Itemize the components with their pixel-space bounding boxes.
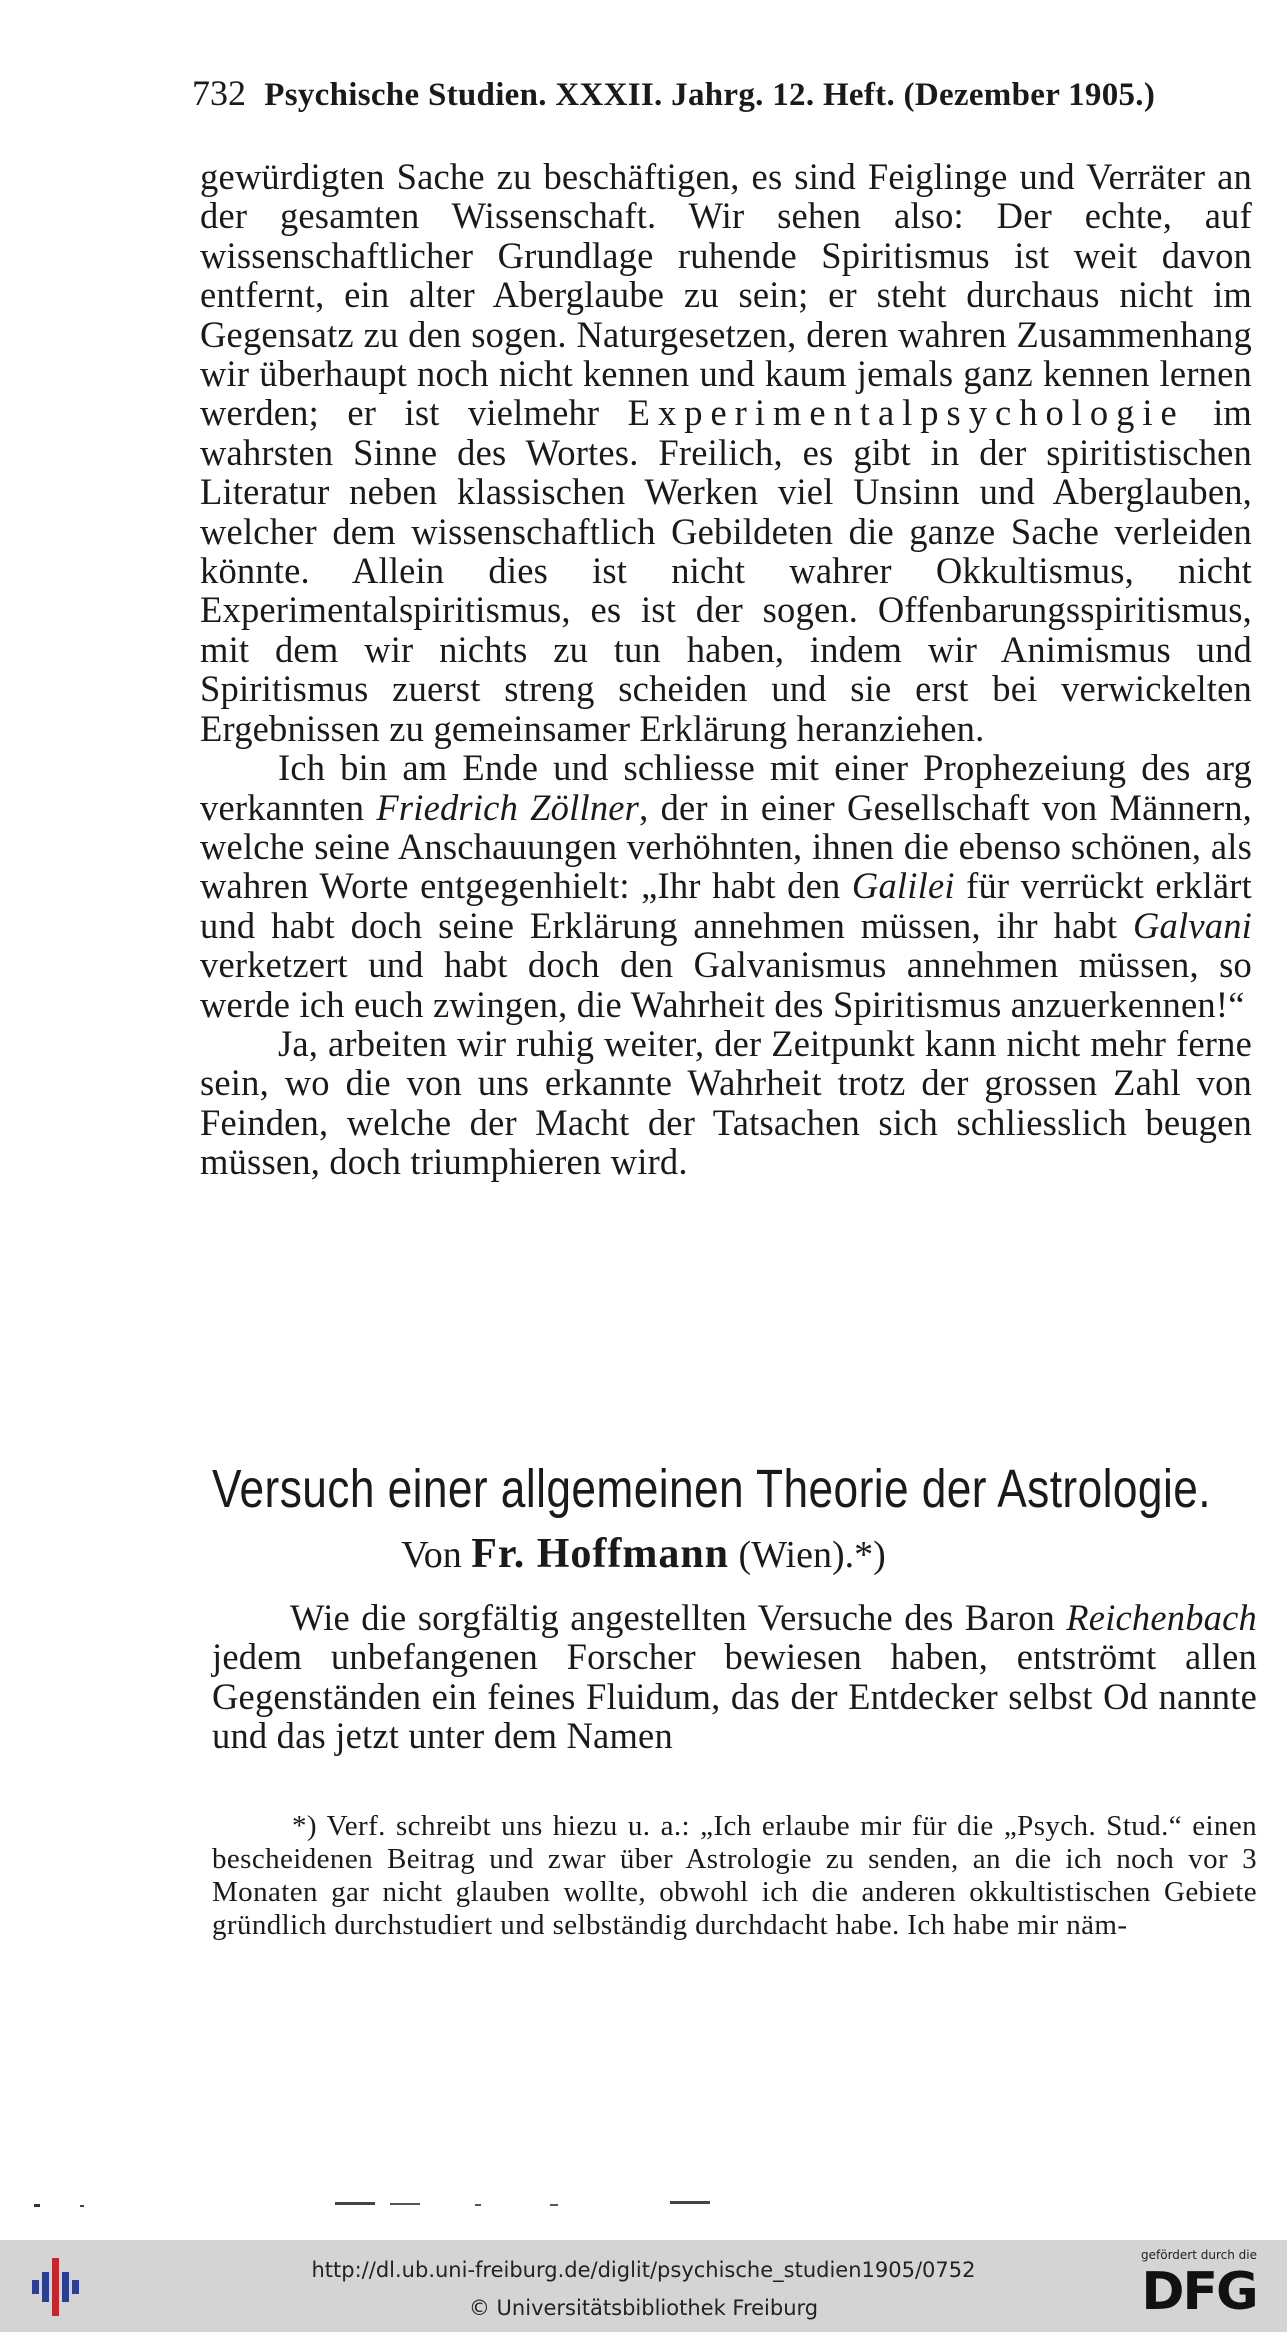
byline-von: Von [401,1534,462,1576]
paragraph-prophecy [200,748,1252,1024]
footnote-text: *) Verf. schreibt uns hiezu u. a.: „Ich erlaube mir für die „Psych. Stud.“ einen bescheidenen Beitrag und zwar über Astrologie zu senden, an die ich noch vor 3 Monaten gar nicht glauben wollte, obwohl ich die anderen okkultistischen Gebiete gründlich durchstudiert und selbständig durchdacht habe. Ich habe mir näm- [212,1810,1257,1941]
article-title: Versuch einer allgemeinen Theorie der Astrologie. [212,1459,1211,1519]
paragraph-text: gewürdigten Sache zu beschäftigen, es sind Feiglinge und Verräter an der gesamten Wissenschaft. Wir sehen also: Der echte, auf wissenschaftlicher Grundlage ruhende Spiritismus ist weit davon entfernt, ein alter Aberglaube zu sein; er steht durchaus nicht im Gegensatz zu den sogen. Naturgesetzen, deren wahren Zusammenhang wir überhaupt noch nicht kennen und kaum jemals ganz kennen lernen werden; er ist vielmehr [200,156,1252,434]
running-title: Psychische Studien. XXXII. Jahrg. 12. Heft. (Dezember 1905.) [264,77,1156,113]
author-name: Fr. Hoffmann [471,1531,730,1577]
paragraph-text: jedem unbefangenen Forscher bewiesen haben, entströmt allen Gegenständen ein feines Fluidum, das der Entdecker selbst Od nannte und das jetzt unter dem Namen [212,1636,1257,1757]
source-url-link[interactable]: http://dl.ub.uni-freiburg.de/diglit/psychische_studien1905/0752 [311,2258,976,2282]
paragraph-text: , der in einer Gesellschaft von Männern, welche seine Anschauungen verhöhnten, ihnen die ebenso schönen, als wahren Worte entgegenhielt: „Ihr habt den [200,786,1252,907]
person-name: Reichenbach [1066,1597,1257,1638]
dfg-caption: gefördert durch die [1141,2248,1257,2262]
paragraph-od [212,1598,1257,1756]
dfg-logo [1129,2248,1269,2326]
paragraph-text: für verrückt erklärt und habt doch seine Erklärung annehmen müssen, ihr habt [200,865,1252,946]
author-place: (Wien).*) [738,1534,886,1576]
scan-specks [30,2196,750,2216]
paragraph-text: Ich bin am Ende und schliesse mit einer Prophezeiung des arg verkannten [200,747,1252,828]
running-header [192,72,1252,114]
body-text [200,157,1252,1182]
dfg-wordmark: DFG [1141,2262,1257,2322]
emphasized-term: Experimentalpsychologie [627,392,1185,434]
person-name: Friedrich Zöllner [376,786,640,828]
article-byline [0,1530,1287,1578]
page-number: 732 [192,73,246,113]
copyright-notice: © Universitätsbibliothek Freiburg [468,2296,819,2320]
library-footer-bar [0,2240,1287,2332]
paragraph-closing: Ja, arbeiten wir ruhig weiter, der Zeitpunkt kann nicht mehr ferne sein, wo die von uns erkannte Wahrheit trotz der grossen Zahl von Feinden, welche der Macht der Tatsachen sich schliesslich beugen müssen, doch triumphieren wird. [200,1022,1252,1183]
paragraph-text: Wie die sorgfältig angestellten Versuche des Baron [290,1597,1055,1638]
paragraph-text: verketzert und habt doch den Galvanismus annehmen müssen, so werde ich euch zwingen, die Wahrheit des Spiritismus anzuerkennen!“ [200,944,1252,1025]
footnote [212,1810,1257,1942]
person-name: Galilei [851,865,955,907]
paragraph-text: im wahrsten Sinne des Wortes. Freilich, es gibt in der spiritistischen Literatur neben klassischen Werken viel Unsinn und Aberglauben, welcher dem wissenschaftlich Gebildeten die ganze Sache verleiden könnte. Allein dies ist nicht wahrer Okkultismus, nicht Experimentalspiritismus, es ist der sogen. Offenbarungsspiritismus, mit dem wir nichts zu tun haben, indem wir Animismus und Spiritismus zuerst streng scheiden und sie erst bei verwickelten Ergebnissen zu gemeinsamer Erklärung heranziehen. [200,392,1253,749]
paragraph-spiritism [200,157,1252,748]
article-body [212,1598,1257,1756]
person-name: Galvani [1133,904,1252,946]
